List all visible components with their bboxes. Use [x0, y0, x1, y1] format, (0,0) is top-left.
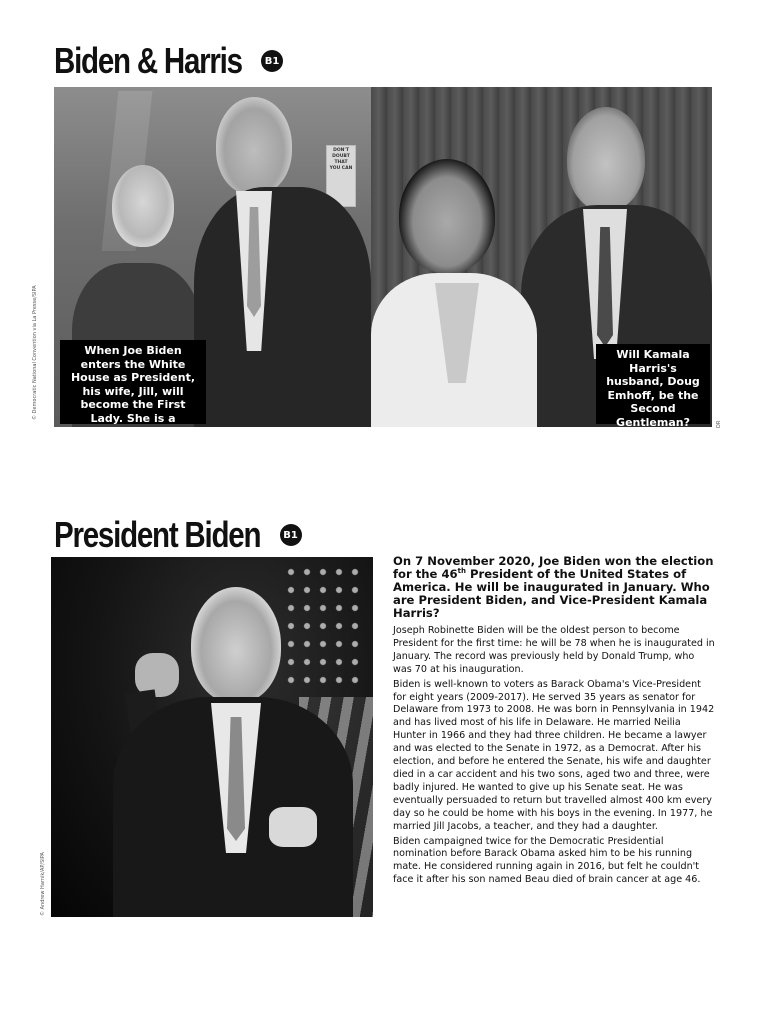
paragraph: Joseph Robinette Biden will be the oldest person to become President for the first time: he will be 78 when he is inaugurated in January. The record was previously held by Donald Trump, who was 70 at his inauguration. — [393, 625, 715, 675]
caption-second-gentleman: Will Kamala Harris's husband, Doug Emhoff, be the Second Gentleman? — [596, 344, 710, 424]
body-shape — [194, 187, 371, 427]
section-title: President Biden — [54, 514, 261, 555]
paragraph: Biden is well-known to voters as Barack Obama's Vice-President for eight years (2009-2017). He served 35 years as senator for Delaware from 1973 to 2008. He was born in Pennsylvania in 1942 and has lived most of his life in Delaware. He married Neilia Hunter in 1966 and they had three children. He became a lawyer and was elected to the Senate in 1972, as a Democrat. After his election, and before he entered the Senate, his wife and daughter died in a car accident and his two sons, aged two and three, were badly injured. He wanted to give up his Senate seat. He was eventually persuaded to return but travelled almost 400 km every day so he could be home with his boys in the evening. In 1977, he married Jill Jacobs, a teacher, and they had a daughter. — [393, 678, 715, 832]
lead-text: On 7 November 2020, Joe Biden won the election for the 46 — [393, 554, 714, 581]
section-heading-biden-harris — [54, 40, 283, 82]
photo-president-biden — [51, 557, 373, 917]
article-body — [393, 555, 715, 889]
article-lead — [393, 555, 715, 620]
head-shape — [399, 159, 495, 273]
lead-text: President of the United States of America. He will be inaugurated in January. Who are President Biden, and Vice-President Kamala Harris? — [393, 567, 710, 620]
poster-text: DON'T DOUBT THAT YOU CAN — [329, 148, 353, 171]
head-shape — [112, 165, 174, 247]
level-badge: B1 — [280, 524, 302, 546]
section-heading-president-biden — [54, 514, 302, 556]
flag-stars — [283, 563, 363, 693]
caption-first-lady: When Joe Biden enters the White House as President, his wife, Jill, will become the First Lady. She is a university professor. — [60, 340, 206, 424]
head-shape — [216, 97, 292, 195]
head-shape — [191, 587, 281, 703]
photo-credit: © Democratic National Convention via La Presse/SIPA — [32, 285, 38, 420]
level-badge: B1 — [261, 50, 283, 72]
face-mask — [269, 807, 317, 847]
photo-credit: © Andrew Harnik/AP/SIPA — [40, 852, 46, 916]
page-title: Biden & Harris — [54, 40, 242, 81]
photo-credit: DR — [716, 420, 722, 428]
head-shape — [567, 107, 645, 211]
paragraph: Biden campaigned twice for the Democratic Presidential nomination before Barack Obama asked him to be his running mate. He considered running again in 2016, but felt he couldn't face it after his son named Beau died of brain cancer at age 46. — [393, 835, 701, 886]
lead-superscript: th — [457, 567, 466, 576]
